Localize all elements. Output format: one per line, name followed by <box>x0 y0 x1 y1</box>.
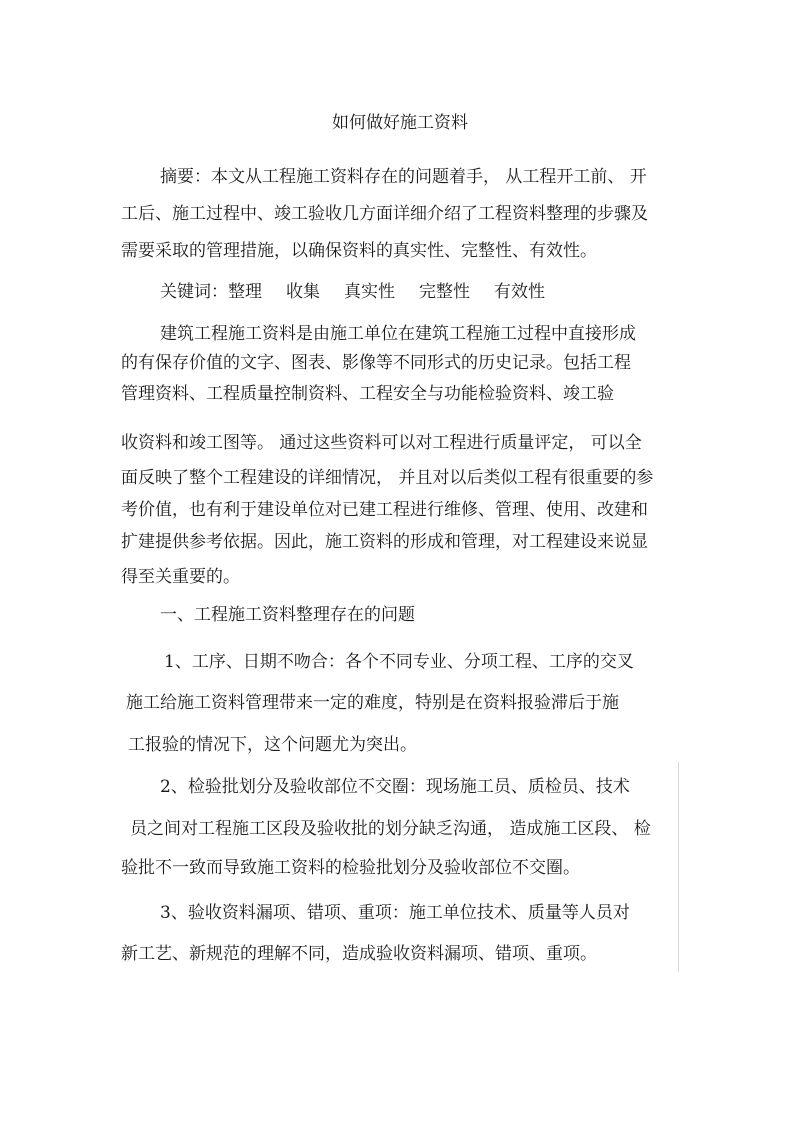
intro-line: 面反映了整个工程建设的详细情况， 并且对以后类似工程有很重要的参 <box>121 468 654 488</box>
intro-line: 收资料和竣工图等。 通过这些资料可以对工程进行质量评定， 可以全 <box>121 433 642 453</box>
intro-line: 扩建提供参考依据。因此，施工资料的形成和管理，对工程建设来说显 <box>121 532 648 552</box>
abstract-line: 需要采取的管理措施，以确保资料的真实性、完整性、有效性。 <box>121 241 597 261</box>
keywords-line <box>160 281 545 303</box>
section-heading: 一、工程施工资料整理存在的问题 <box>160 605 415 625</box>
abstract-line: 摘要：本文从工程施工资料存在的问题着手， 从工程开工前、 开 <box>160 167 647 187</box>
item1-line: 施工给施工资料管理带来一定的难度，特别是在资料报验滞后于施 <box>126 693 619 713</box>
keyword: 真实性 <box>344 282 395 302</box>
item2-line: 验批不一致而导致施工资料的检验批划分及验收部位不交圈。 <box>121 858 580 878</box>
item2-line: 2、检验批划分及验收部位不交圈：现场施工员、质检员、技术 <box>160 777 630 797</box>
item1-line: 1、工序、日期不吻合：各个不同专业、分项工程、工序的交叉 <box>164 652 634 672</box>
doc-title: 如何做好施工资料 <box>332 113 468 133</box>
item2-line: 员之间对工程施工区段及验收批的划分缺乏沟通， 造成施工区段、 检 <box>130 819 651 839</box>
intro-line: 管理资料、工程质量控制资料、工程安全与功能检验资料、竣工验 <box>121 384 614 404</box>
keyword: 有效性 <box>494 282 545 302</box>
intro-line: 的有保存价值的文字、图表、影像等不同形式的历史记录。包括工程 <box>121 353 631 373</box>
item3-line: 新工艺、新规范的理解不同，造成验收资料漏项、错项、重项。 <box>121 944 597 964</box>
abstract-line: 工后、施工过程中、竣工验收几方面详细介绍了工程资料整理的步骤及 <box>121 204 648 224</box>
keyword: 整理 <box>228 282 262 302</box>
item3-line: 3、验收资料漏项、错项、重项：施工单位技术、质量等人员对 <box>160 903 630 923</box>
item1-line: 工报验的情况下，这个问题尤为突出。 <box>128 735 417 755</box>
keyword: 收集 <box>286 282 320 302</box>
keyword: 完整性 <box>419 282 470 302</box>
intro-line: 建筑工程施工资料是由施工单位在建筑工程施工过程中直接形成 <box>160 324 636 344</box>
intro-line: 考价值，也有利于建设单位对已建工程进行维修、管理、使用、改建和 <box>121 500 648 520</box>
intro-line: 得至关重要的。 <box>121 567 240 587</box>
keywords-label: 关键词： <box>160 282 228 302</box>
margin-rule <box>678 762 679 972</box>
